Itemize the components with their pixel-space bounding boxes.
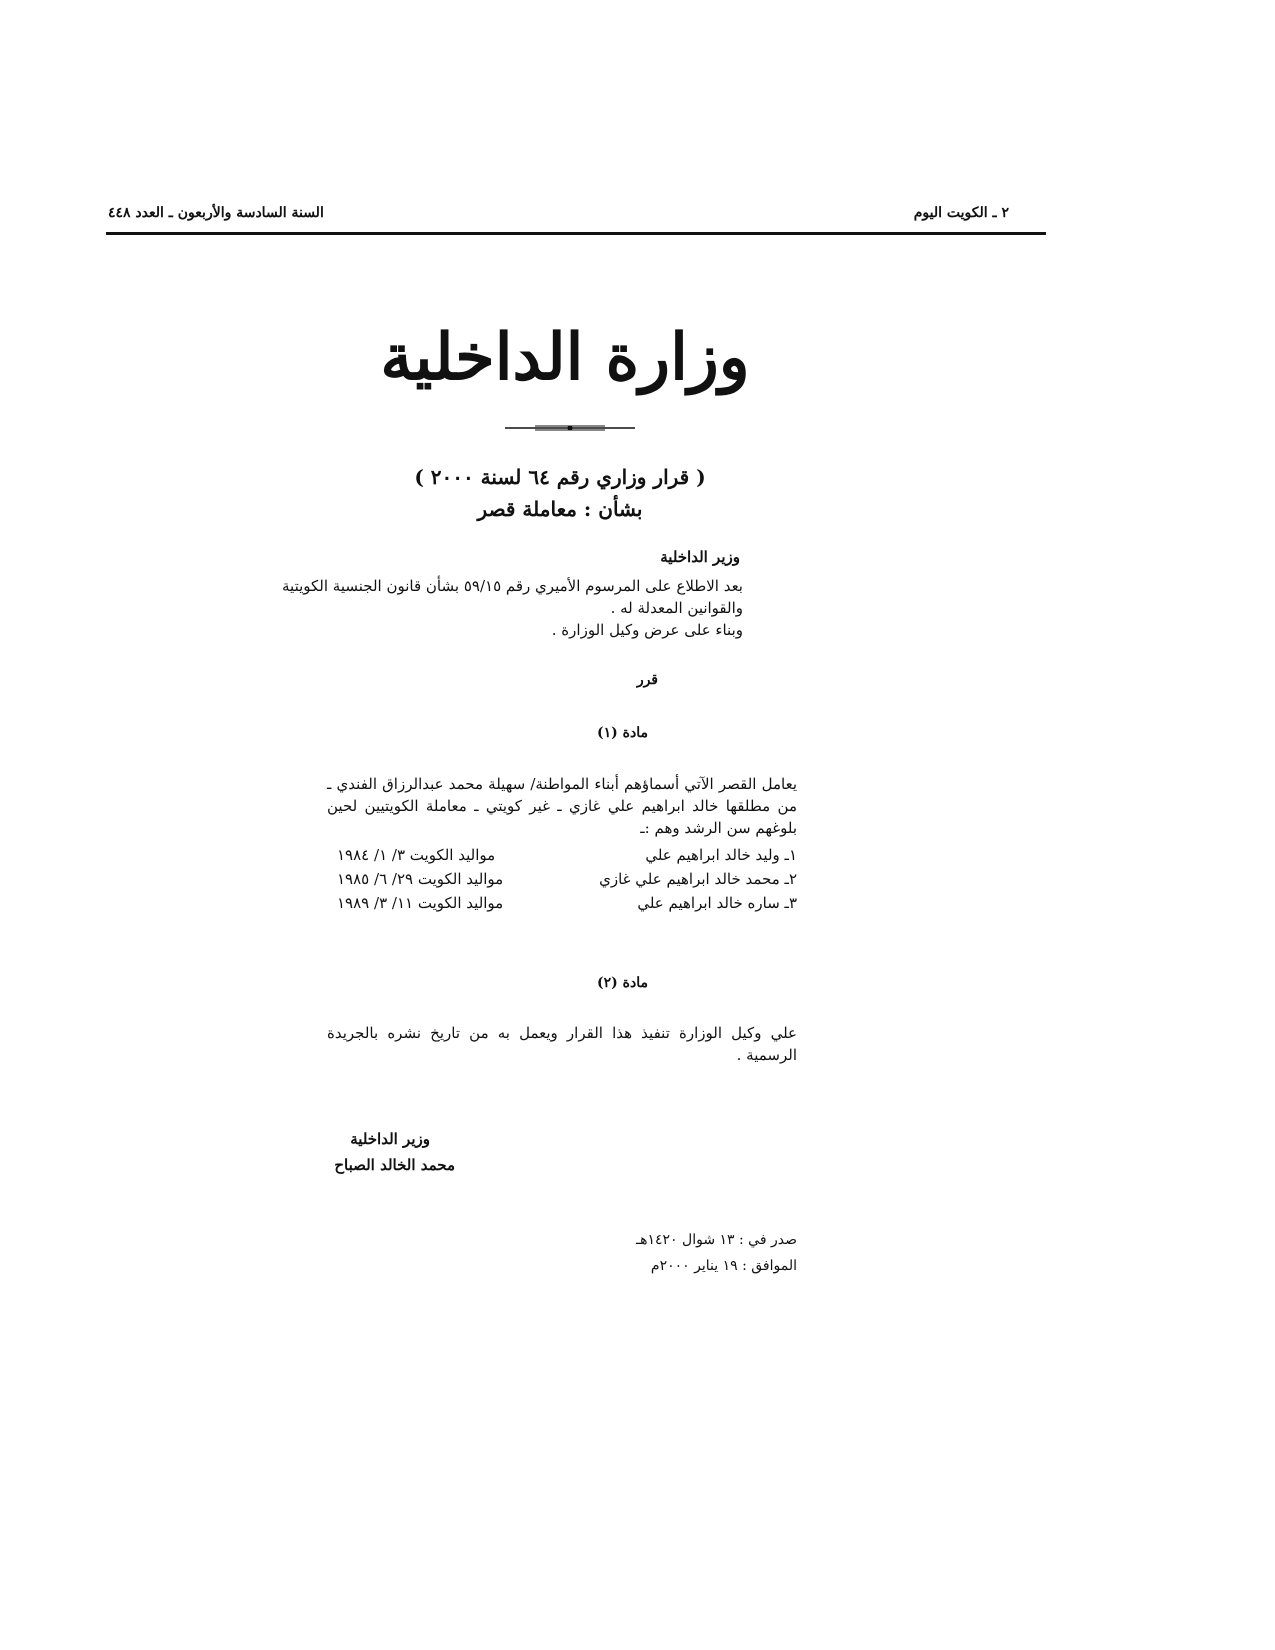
child-birth: مواليد الكويت ١١/ ٣/ ١٩٨٩ bbox=[337, 894, 504, 912]
preamble bbox=[273, 575, 743, 641]
ornament-divider bbox=[505, 423, 635, 433]
signature-title: وزير الداخلية bbox=[350, 1130, 430, 1148]
child-birth: مواليد الكويت ٢٩/ ٦/ ١٩٨٥ bbox=[337, 870, 504, 888]
list-item bbox=[337, 892, 797, 916]
child-name: ٢ـ محمد خالد ابراهيم علي غازي bbox=[599, 870, 797, 888]
preamble-paragraph: وبناء على عرض وكيل الوزارة . bbox=[551, 621, 743, 639]
decision-subject: بشأن : معاملة قصر bbox=[477, 497, 643, 521]
children-list bbox=[337, 844, 797, 916]
preamble-paragraph: بعد الاطلاع على المرسوم الأميري رقم ٥٩/١٥ بشأن قانون الجنسية الكويتية والقوانين المعدلة له . bbox=[282, 577, 743, 617]
page-label: ٢ ـ الكويت اليوم bbox=[913, 205, 1009, 221]
article-1-text: يعامل القصر الآتي أسماؤهم أبناء المواطنة/ سهيلة محمد عبدالرزاق الفندي ـ من مطلقها خالد ابراهيم علي غازي ـ غير كويتي ـ معاملة الكويتيين لحين بلوغهم سن الرشد وهم :ـ bbox=[327, 775, 797, 837]
ministry-title: وزارة الداخلية bbox=[380, 320, 750, 395]
list-item bbox=[337, 844, 797, 868]
child-name: ٣ـ ساره خالد ابراهيم علي bbox=[637, 894, 797, 912]
article-2-heading: مادة (٢) bbox=[597, 975, 648, 991]
decided-heading: قرر bbox=[636, 672, 658, 688]
article-2-text: علي وكيل الوزارة تنفيذ هذا القرار ويعمل به من تاريخ نشره بالجريدة الرسمية . bbox=[327, 1024, 797, 1064]
header-divider bbox=[106, 232, 1046, 235]
signature-name: محمد الخالد الصباح bbox=[334, 1156, 455, 1174]
decision-title: ( قرار وزاري رقم ٦٤ لسنة ٢٠٠٠ ) bbox=[414, 465, 706, 489]
article-1-heading: مادة (١) bbox=[597, 725, 648, 741]
child-birth: مواليد الكويت ٣/ ١/ ١٩٨٤ bbox=[337, 846, 496, 864]
child-name: ١ـ وليد خالد ابراهيم علي bbox=[645, 846, 797, 864]
issue-label: السنة السادسة والأربعون ـ العدد ٤٤٨ bbox=[108, 205, 324, 221]
list-item bbox=[337, 868, 797, 892]
corresponding-date: الموافق : ١٩ يناير ٢٠٠٠م bbox=[650, 1258, 797, 1274]
issued-date: صدر في : ١٣ شوال ١٤٢٠هـ bbox=[636, 1232, 797, 1248]
minister-heading: وزير الداخلية bbox=[660, 548, 740, 566]
